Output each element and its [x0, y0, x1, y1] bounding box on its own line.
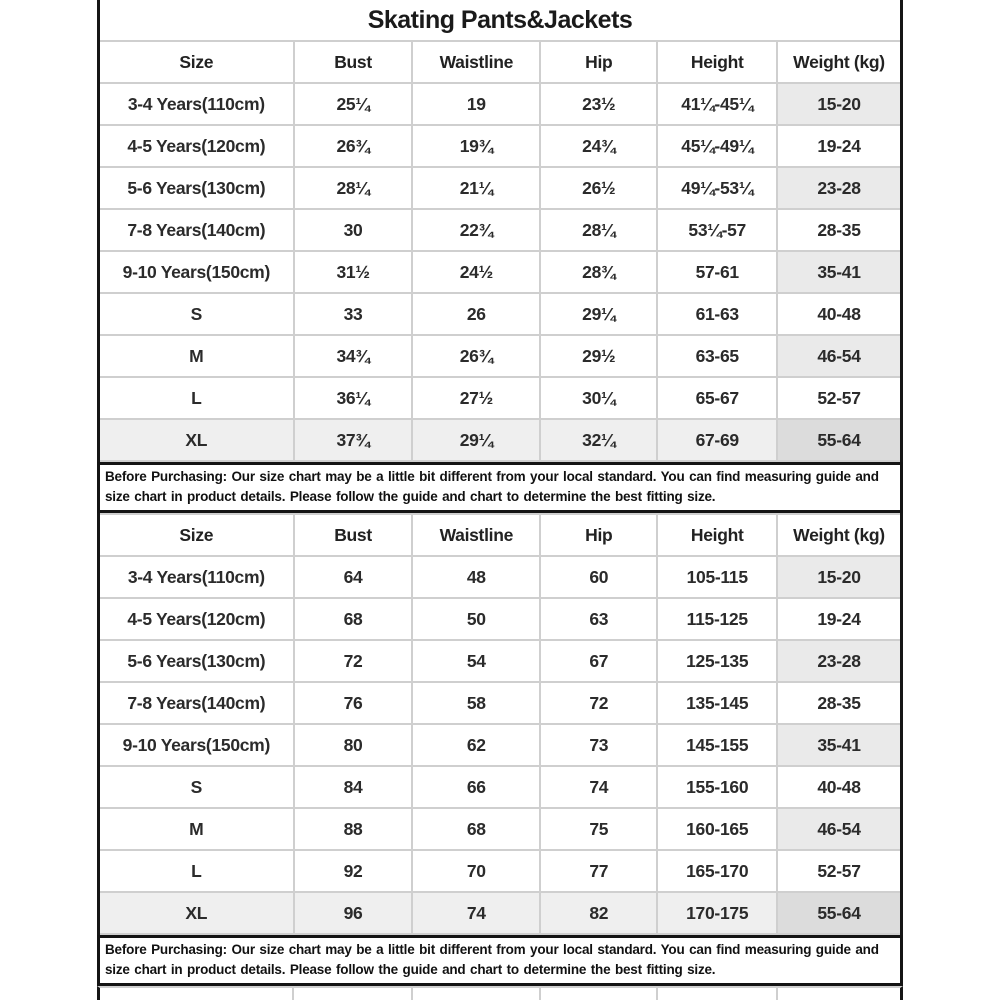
value-cell: 21¼ [412, 167, 540, 209]
table-row [99, 125, 902, 167]
table-row [99, 209, 902, 251]
column-header-hip: Hip [540, 41, 657, 83]
size-cell: 3-4 Years(110cm) [99, 556, 294, 598]
column-header-weight-kg: Weight (kg) [777, 41, 901, 83]
value-cell: 67-69 [657, 419, 777, 461]
value-cell: 15-20 [777, 556, 901, 598]
value-cell: 58 [412, 682, 540, 724]
table-row [99, 83, 902, 125]
value-cell: 30 [294, 209, 413, 251]
value-cell: 82 [540, 892, 657, 934]
cutoff-cell [658, 988, 778, 1000]
size-cell: XL [99, 419, 294, 461]
size-table-cm [97, 513, 903, 935]
table-row [99, 335, 902, 377]
value-cell: 92 [294, 850, 413, 892]
value-cell: 49¼-53¼ [657, 167, 777, 209]
value-cell: 96 [294, 892, 413, 934]
value-cell: 145-155 [657, 724, 777, 766]
value-cell: 60 [540, 556, 657, 598]
value-cell: 28¼ [540, 209, 657, 251]
size-cell: XL [99, 892, 294, 934]
value-cell: 74 [540, 766, 657, 808]
value-cell: 28-35 [777, 209, 901, 251]
value-cell: 35-41 [777, 251, 901, 293]
value-cell: 26¾ [294, 125, 413, 167]
value-cell: 24½ [412, 251, 540, 293]
value-cell: 53¼-57 [657, 209, 777, 251]
value-cell: 57-61 [657, 251, 777, 293]
value-cell: 26¾ [412, 335, 540, 377]
value-cell: 22¾ [412, 209, 540, 251]
value-cell: 23-28 [777, 167, 901, 209]
value-cell: 165-170 [657, 850, 777, 892]
value-cell: 48 [412, 556, 540, 598]
header-row [99, 41, 902, 83]
table-row [99, 377, 902, 419]
value-cell: 26 [412, 293, 540, 335]
value-cell: 28¼ [294, 167, 413, 209]
header-row [99, 514, 902, 556]
table-row [99, 640, 902, 682]
value-cell: 45¼-49¼ [657, 125, 777, 167]
cutoff-next-table-row [97, 986, 903, 1000]
value-cell: 28-35 [777, 682, 901, 724]
value-cell: 62 [412, 724, 540, 766]
value-cell: 64 [294, 556, 413, 598]
value-cell: 77 [540, 850, 657, 892]
value-cell: 29½ [540, 335, 657, 377]
value-cell: 88 [294, 808, 413, 850]
value-cell: 19-24 [777, 598, 901, 640]
cutoff-cell [541, 988, 658, 1000]
value-cell: 70 [412, 850, 540, 892]
value-cell: 26½ [540, 167, 657, 209]
value-cell: 31½ [294, 251, 413, 293]
value-cell: 74 [412, 892, 540, 934]
value-cell: 33 [294, 293, 413, 335]
table-row [99, 850, 902, 892]
size-cell: L [99, 850, 294, 892]
value-cell: 25¼ [294, 83, 413, 125]
value-cell: 125-135 [657, 640, 777, 682]
column-header-weight-kg: Weight (kg) [777, 514, 901, 556]
value-cell: 23½ [540, 83, 657, 125]
value-cell: 29¼ [412, 419, 540, 461]
value-cell: 65-67 [657, 377, 777, 419]
value-cell: 19-24 [777, 125, 901, 167]
value-cell: 50 [412, 598, 540, 640]
table-row [99, 419, 902, 461]
column-header-bust: Bust [294, 514, 413, 556]
value-cell: 55-64 [777, 892, 901, 934]
cutoff-cell [413, 988, 541, 1000]
value-cell: 135-145 [657, 682, 777, 724]
cutoff-cell [294, 988, 413, 1000]
cutoff-cell [778, 988, 900, 1000]
value-cell: 66 [412, 766, 540, 808]
value-cell: 36¼ [294, 377, 413, 419]
value-cell: 24¾ [540, 125, 657, 167]
size-cell: 3-4 Years(110cm) [99, 83, 294, 125]
value-cell: 23-28 [777, 640, 901, 682]
size-cell: 9-10 Years(150cm) [99, 724, 294, 766]
value-cell: 32¼ [540, 419, 657, 461]
value-cell: 40-48 [777, 766, 901, 808]
page-title: Skating Pants&Jackets [97, 0, 903, 40]
size-cell: S [99, 766, 294, 808]
size-cell: 5-6 Years(130cm) [99, 640, 294, 682]
value-cell: 19¾ [412, 125, 540, 167]
table-row [99, 598, 902, 640]
size-table-inches [97, 40, 903, 462]
size-cell: 7-8 Years(140cm) [99, 682, 294, 724]
size-cell: L [99, 377, 294, 419]
value-cell: 160-165 [657, 808, 777, 850]
size-cell: M [99, 808, 294, 850]
value-cell: 40-48 [777, 293, 901, 335]
table-row [99, 808, 902, 850]
value-cell: 19 [412, 83, 540, 125]
value-cell: 54 [412, 640, 540, 682]
table-row [99, 556, 902, 598]
value-cell: 61-63 [657, 293, 777, 335]
value-cell: 28¾ [540, 251, 657, 293]
table-row [99, 251, 902, 293]
value-cell: 55-64 [777, 419, 901, 461]
value-cell: 30¼ [540, 377, 657, 419]
size-cell: 7-8 Years(140cm) [99, 209, 294, 251]
value-cell: 73 [540, 724, 657, 766]
value-cell: 41¼-45¼ [657, 83, 777, 125]
table-row [99, 167, 902, 209]
table-row [99, 293, 902, 335]
size-cell: 4-5 Years(120cm) [99, 125, 294, 167]
column-header-height: Height [657, 41, 777, 83]
column-header-waistline: Waistline [412, 514, 540, 556]
value-cell: 15-20 [777, 83, 901, 125]
purchase-note-bottom: Before Purchasing: Our size chart may be a little bit different from your local standard. You can find measuring guide and size chart in product details. Please follow the guide and chart to determine the best fitting size. [97, 935, 903, 986]
value-cell: 84 [294, 766, 413, 808]
value-cell: 34¾ [294, 335, 413, 377]
value-cell: 76 [294, 682, 413, 724]
size-cell: M [99, 335, 294, 377]
value-cell: 68 [412, 808, 540, 850]
column-header-bust: Bust [294, 41, 413, 83]
column-header-waistline: Waistline [412, 41, 540, 83]
size-cell: 9-10 Years(150cm) [99, 251, 294, 293]
value-cell: 115-125 [657, 598, 777, 640]
value-cell: 63 [540, 598, 657, 640]
table-row [99, 892, 902, 934]
value-cell: 72 [294, 640, 413, 682]
value-cell: 29¼ [540, 293, 657, 335]
size-cell: S [99, 293, 294, 335]
value-cell: 67 [540, 640, 657, 682]
column-header-height: Height [657, 514, 777, 556]
value-cell: 72 [540, 682, 657, 724]
value-cell: 52-57 [777, 850, 901, 892]
value-cell: 80 [294, 724, 413, 766]
value-cell: 37¾ [294, 419, 413, 461]
table-row [99, 682, 902, 724]
table-row [99, 766, 902, 808]
column-header-size: Size [99, 514, 294, 556]
value-cell: 52-57 [777, 377, 901, 419]
value-cell: 170-175 [657, 892, 777, 934]
value-cell: 68 [294, 598, 413, 640]
purchase-note-top: Before Purchasing: Our size chart may be a little bit different from your local standard. You can find measuring guide and size chart in product details. Please follow the guide and chart to determine the best fitting size. [97, 462, 903, 513]
column-header-hip: Hip [540, 514, 657, 556]
value-cell: 27½ [412, 377, 540, 419]
value-cell: 155-160 [657, 766, 777, 808]
size-chart-sheet [97, 0, 903, 1000]
value-cell: 35-41 [777, 724, 901, 766]
size-cell: 4-5 Years(120cm) [99, 598, 294, 640]
value-cell: 46-54 [777, 335, 901, 377]
column-header-size: Size [99, 41, 294, 83]
cutoff-cell [100, 988, 294, 1000]
value-cell: 63-65 [657, 335, 777, 377]
value-cell: 46-54 [777, 808, 901, 850]
value-cell: 105-115 [657, 556, 777, 598]
table-row [99, 724, 902, 766]
value-cell: 75 [540, 808, 657, 850]
size-cell: 5-6 Years(130cm) [99, 167, 294, 209]
